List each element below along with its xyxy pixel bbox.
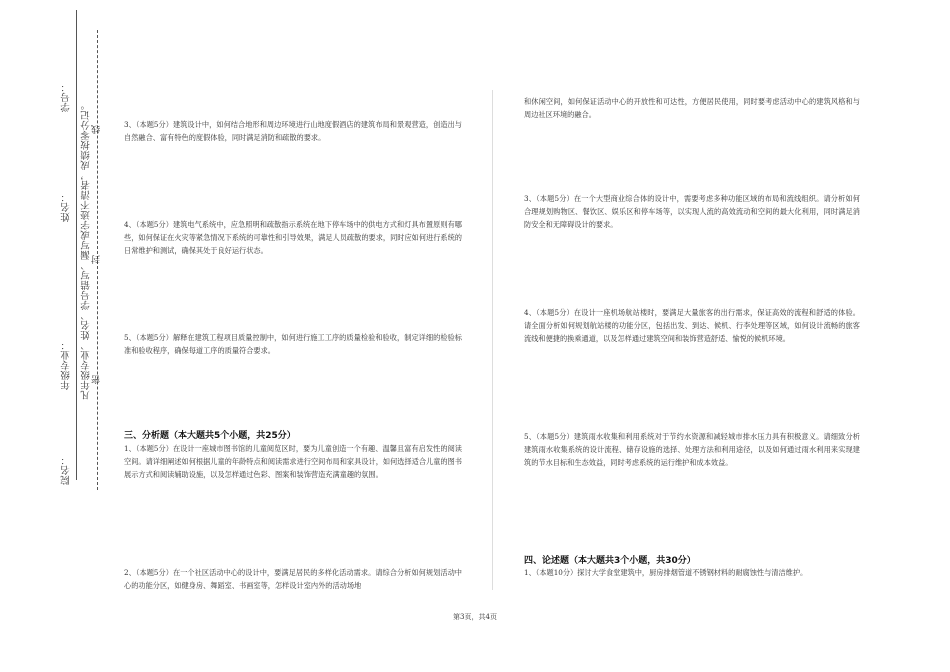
feng-char: 封 [92, 255, 102, 264]
page-footer: 第3页，共4页 [453, 613, 497, 621]
analysis-1: 1、（本题5分）在设计一座城市图书馆的儿童阅览区时，要为儿童创造一个有趣、温馨且富有启发性的阅读空间。请详细阐述如何根据儿童的年龄特点和阅读需求进行空间布局和家具设计，如何选择适合儿童的图书展示方式和阅读辅助设施，以及怎样通过色彩、图案和装饰营造充满童趣的氛围。 [124, 444, 462, 479]
binding-margin [0, 0, 110, 672]
analysis-5: 5、（本题5分）建筑雨水收集和利用系统对于节约水资源和减轻城市排水压力具有积极意义。请细致分析建筑雨水收集系统的设计流程、储存设施的选择、处理方法和利用途径，以及如何通过雨水利用来实现建筑的节水目标和生态效益，同时考虑系统的运行维护和成本效益。 [524, 432, 860, 467]
section-3-title: 三、分析题（本大题共5个小题，共25分） [124, 431, 296, 441]
grade-major-label: 年级专业： [61, 340, 72, 390]
xian-char: 线 [92, 125, 102, 134]
question-3: 3、（本题5分）建筑设计中，如何结合地形和周边环境进行山地度假酒店的建筑布局和景观营造，创造出与自然融合、富有特色的度假体验，同时满足消防和疏散的要求。 [124, 120, 462, 142]
discussion-1: 1、（本题10分）探讨大学食堂建筑中，厨房排烟管道不锈钢材料的耐腐蚀性与清洁维护。 [524, 568, 808, 577]
school-label: 院名： [61, 455, 72, 485]
question-5: 5、（本题5分）解释在建筑工程项目质量控制中，如何进行施工工序的质量检验和验收，制定详细的检验标准和验收程序，确保每道工序的质量符合要求。 [124, 333, 462, 355]
section-4-title: 四、论述题（本大题共3个小题，共30分） [524, 556, 696, 566]
question-4: 4、（本题5分）建筑电气系统中，应急照明和疏散指示系统在地下停车场中的供电方式和灯具布置原则有哪些，如何保证在火灾等紧急情况下系统的可靠性和引导效果，满足人员疏散的要求，同时应如何进行系统的日常维护和测试，确保其处于良好运行状态。 [124, 220, 462, 255]
analysis-2: 2、（本题5分）在一个社区活动中心的设计中，要满足居民的多样化活动需求。请综合分析如何规划活动中心的功能分区，如健身房、舞蹈室、书画室等，怎样设计室内外的活动场地 [124, 568, 462, 590]
analysis-4: 4、（本题5分）在设计一座机场航站楼时，要满足大量旅客的出行需求，保证高效的流程和舒适的体验。请全面分析如何规划航站楼的功能分区，包括出发、到达、候机、行李处理等区域，如何设计流畅的旅客流线和便捷的换乘通道，以及怎样通过建筑空间和装饰营造舒适、愉悦的候机环境。 [524, 308, 860, 343]
binding-warning: 凡年级专业、姓名、学号错写、漏写或字迹不清者，成绩按零分记。 [81, 100, 92, 400]
analysis-2-continued: 和休闲空间，如何保证活动中心的开放性和可达性，方便居民使用，同时要考虑活动中心的建筑风格和与周边社区环境的融合。 [524, 97, 860, 119]
analysis-3: 3、（本题5分）在一个大型商业综合体的设计中，需要考虑多种功能区域的布局和流线组织。请分析如何合理规划购物区、餐饮区、娱乐区和停车场等，以实现人流的高效流动和空间的最大化利用，同时满足消防安全和无障碍设计的要求。 [524, 194, 860, 229]
binding-solid-line [76, 10, 77, 480]
mi-char: 密 [92, 375, 102, 384]
column-divider [492, 90, 493, 590]
name-label: 姓名： [61, 192, 72, 222]
student-id-label: 学号： [61, 82, 72, 112]
